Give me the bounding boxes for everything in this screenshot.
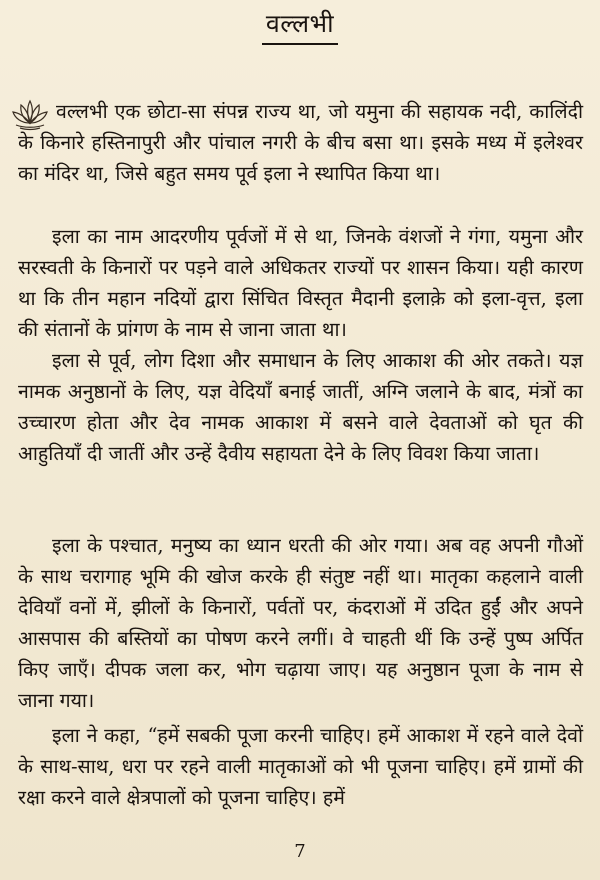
chapter-title (0, 6, 600, 45)
body-text-bottom (18, 720, 583, 813)
paragraph-4: इला के पश्चात, मनुष्य का ध्यान धरती की ओर गया। अब वह अपनी गौओं के साथ चरागाह भूमि की खोज करके ही संतुष्ट नहीं था। मातृका कहलाने वाली देवियाँ वनों में, झीलों के किनारों, पर्वतों पर, कंदराओं में उदित हुईं और अपने आसपास की बस्तियों का पोषण करने लगीं। वे चाहती थीं कि उन्हें पुष्प अर्पित किए जाएँ। दीपक जला कर, भोग चढ़ाया जाए। यह अनुष्ठान पूजा के नाम से जाना गया। (18, 534, 583, 712)
paragraph-2: इला का नाम आदरणीय पूर्वजों में से था, जिनके वंशजों ने गंगा, यमुना और सरस्वती के किनारों पर पड़ने वाले अधिकतर राज्यों पर शासन किया। यही कारण था कि तीन महान नदियों द्वारा सिंचित विस्तृत मैदानी इलाक़े को इला-वृत्त, इला की संतानों के प्रांगण के नाम से जाना जाता था। (18, 225, 583, 341)
page-number: 7 (294, 841, 306, 862)
paragraph-3: इला से पूर्व, लोग दिशा और समाधान के लिए आकाश की ओर तकते। यज्ञ नामक अनुष्ठानों के लिए, यज्ञ वेदियाँ बनाई जातीं, अग्नि जलाने के बाद, मंत्रों का उच्चारण होता और देव नामक आकाश में बसने वाले देवताओं को घृत की आहुतियाँ दी जातीं और उन्हें दैवीय सहायता देने के लिए विवश किया जाता। (18, 349, 583, 465)
body-text-mid (18, 221, 583, 469)
body-text-top (18, 96, 583, 189)
paragraph-1: वल्लभी एक छोटा-सा संपन्न राज्य था, जो यमुना की सहायक नदी, कालिंदी के किनारे हस्तिनापुरी और पांचाल नगरी के बीच बसा था। इसके मध्य में इलेश्वर का मंदिर था, जिसे बहुत समय पूर्व इला ने स्थापित किया था। (18, 100, 583, 185)
paragraph-5: इला ने कहा, “हमें सबकी पूजा करनी चाहिए। हमें आकाश में रहने वाले देवों के साथ-साथ, धरा पर रहने वाली मातृकाओं को भी पूजना चाहिए। हमें ग्रामों की रक्षा करने वाले क्षेत्रपालों को पूजना चाहिए। हमें (18, 724, 583, 809)
chapter-title-text: वल्लभी (262, 6, 338, 45)
body-text-lower (18, 530, 583, 716)
